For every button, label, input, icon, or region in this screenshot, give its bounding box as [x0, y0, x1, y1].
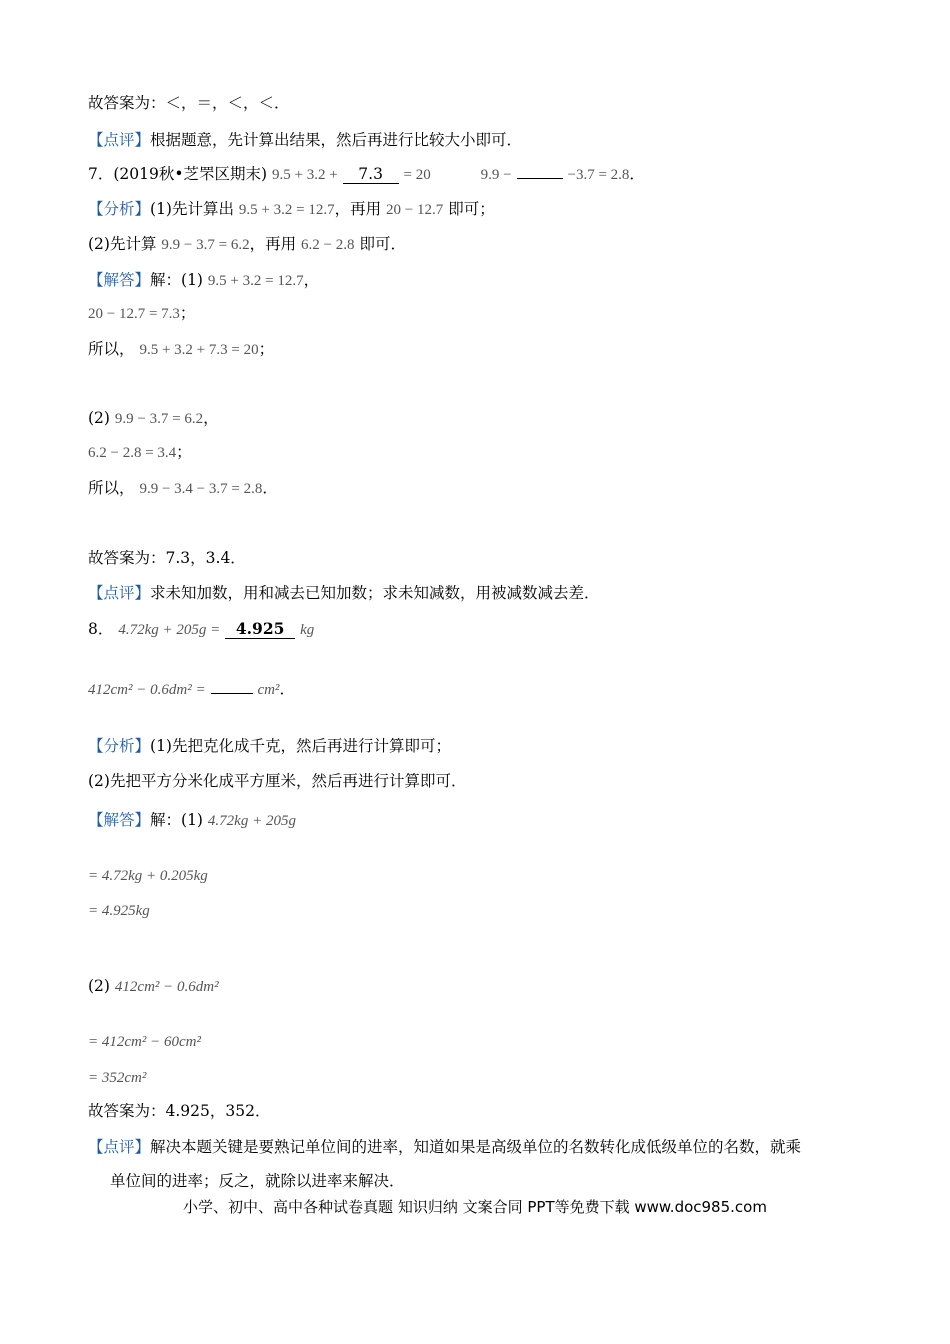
- q8-solution-line-5: = 412cm² − 60cm²: [88, 1034, 201, 1050]
- solution-tag: 【解答】: [88, 811, 151, 829]
- q7-answer-blank-2: [517, 164, 563, 179]
- page-footer: 小学、初中、高中各种试卷真题 知识归纳 文案合同 PPT等免费下载 www.doc985.com: [183, 1198, 767, 1216]
- comment-tag: 【点评】: [88, 584, 151, 602]
- q8-solution-line-3: = 4.925kg: [88, 903, 150, 919]
- q7-solution-line-3: 所以， 9.5 + 3.2 + 7.3 = 20；: [88, 340, 275, 358]
- q8-analysis-line-1: 【分析】(1)先把克化成千克，然后再进行计算即可；: [88, 737, 451, 755]
- q7-solution-line-5: 6.2 − 2.8 = 3.4；: [88, 443, 192, 461]
- question-8-line-1: 8． 4.72kg + 205g = 4.925 kg: [88, 619, 315, 638]
- q8-solution-line-1: 【解答】解：(1) 4.72kg + 205g: [88, 811, 296, 829]
- q7-solution-line-6: 所以， 9.9 − 3.4 − 3.7 = 2.8．: [88, 479, 278, 497]
- q7-solution-line-4: (2) 9.9 − 3.7 = 6.2，: [88, 409, 219, 427]
- q7-solution-line-1: 【解答】解：(1) 9.5 + 3.2 = 12.7，: [88, 271, 320, 289]
- q8-comment-line-1: 【点评】解决本题关键是要熟记单位间的进率，知道如果是高级单位的名数转化成低级单位的名数，就乘: [88, 1138, 802, 1156]
- question-7: 7．(2019秋•芝罘区期末) 9.5 + 3.2 + 7.3 = 20 9.9 − −3.7 = 2.8．: [88, 165, 645, 183]
- q8-solution-line-4: (2) 412cm² − 0.6dm²: [88, 977, 219, 995]
- question-8-line-2: 412cm² − 0.6dm² = cm²．: [88, 680, 295, 698]
- q8-comment-line-2: 单位间的进率；反之，就除以进率来解决．: [110, 1172, 405, 1190]
- comment-tag: 【点评】: [88, 131, 151, 149]
- analysis-tag: 【分析】: [88, 737, 151, 755]
- q8-answer-blank-2: [211, 679, 253, 694]
- q7-comment-line: 【点评】求未知加数，用和减去已知加数；求未知减数，用被减数减去差．: [88, 584, 600, 602]
- comment-tag: 【点评】: [88, 1138, 151, 1156]
- q7-answer-line: 故答案为：7.3，3.4．: [88, 549, 246, 567]
- q7-solution-line-2: 20 − 12.7 = 7.3；: [88, 304, 196, 322]
- solution-tag: 【解答】: [88, 271, 151, 289]
- analysis-tag: 【分析】: [88, 200, 151, 218]
- q8-solution-line-2: = 4.72kg + 0.205kg: [88, 868, 208, 884]
- q8-analysis-line-2: (2)先把平方分米化成平方厘米，然后再进行计算即可．: [88, 772, 467, 790]
- q8-answer-blank-1: 4.925: [225, 620, 295, 639]
- q7-analysis-line-2: (2)先计算 9.9 − 3.7 = 6.2，再用 6.2 − 2.8 即可．: [88, 235, 406, 253]
- q7-analysis-line-1: 【分析】(1)先计算出 9.5 + 3.2 = 12.7，再用 20 − 12.7 即可；: [88, 200, 495, 218]
- q7-answer-blank-1: 7.3: [343, 165, 399, 184]
- q8-answer-line: 故答案为：4.925，352．: [88, 1102, 271, 1120]
- answer-line-q6: 故答案为：＜，＝，＜，＜．: [88, 94, 290, 112]
- comment-line-q6: 【点评】根据题意，先计算出结果，然后再进行比较大小即可．: [88, 131, 523, 149]
- q8-solution-line-6: = 352cm²: [88, 1070, 147, 1086]
